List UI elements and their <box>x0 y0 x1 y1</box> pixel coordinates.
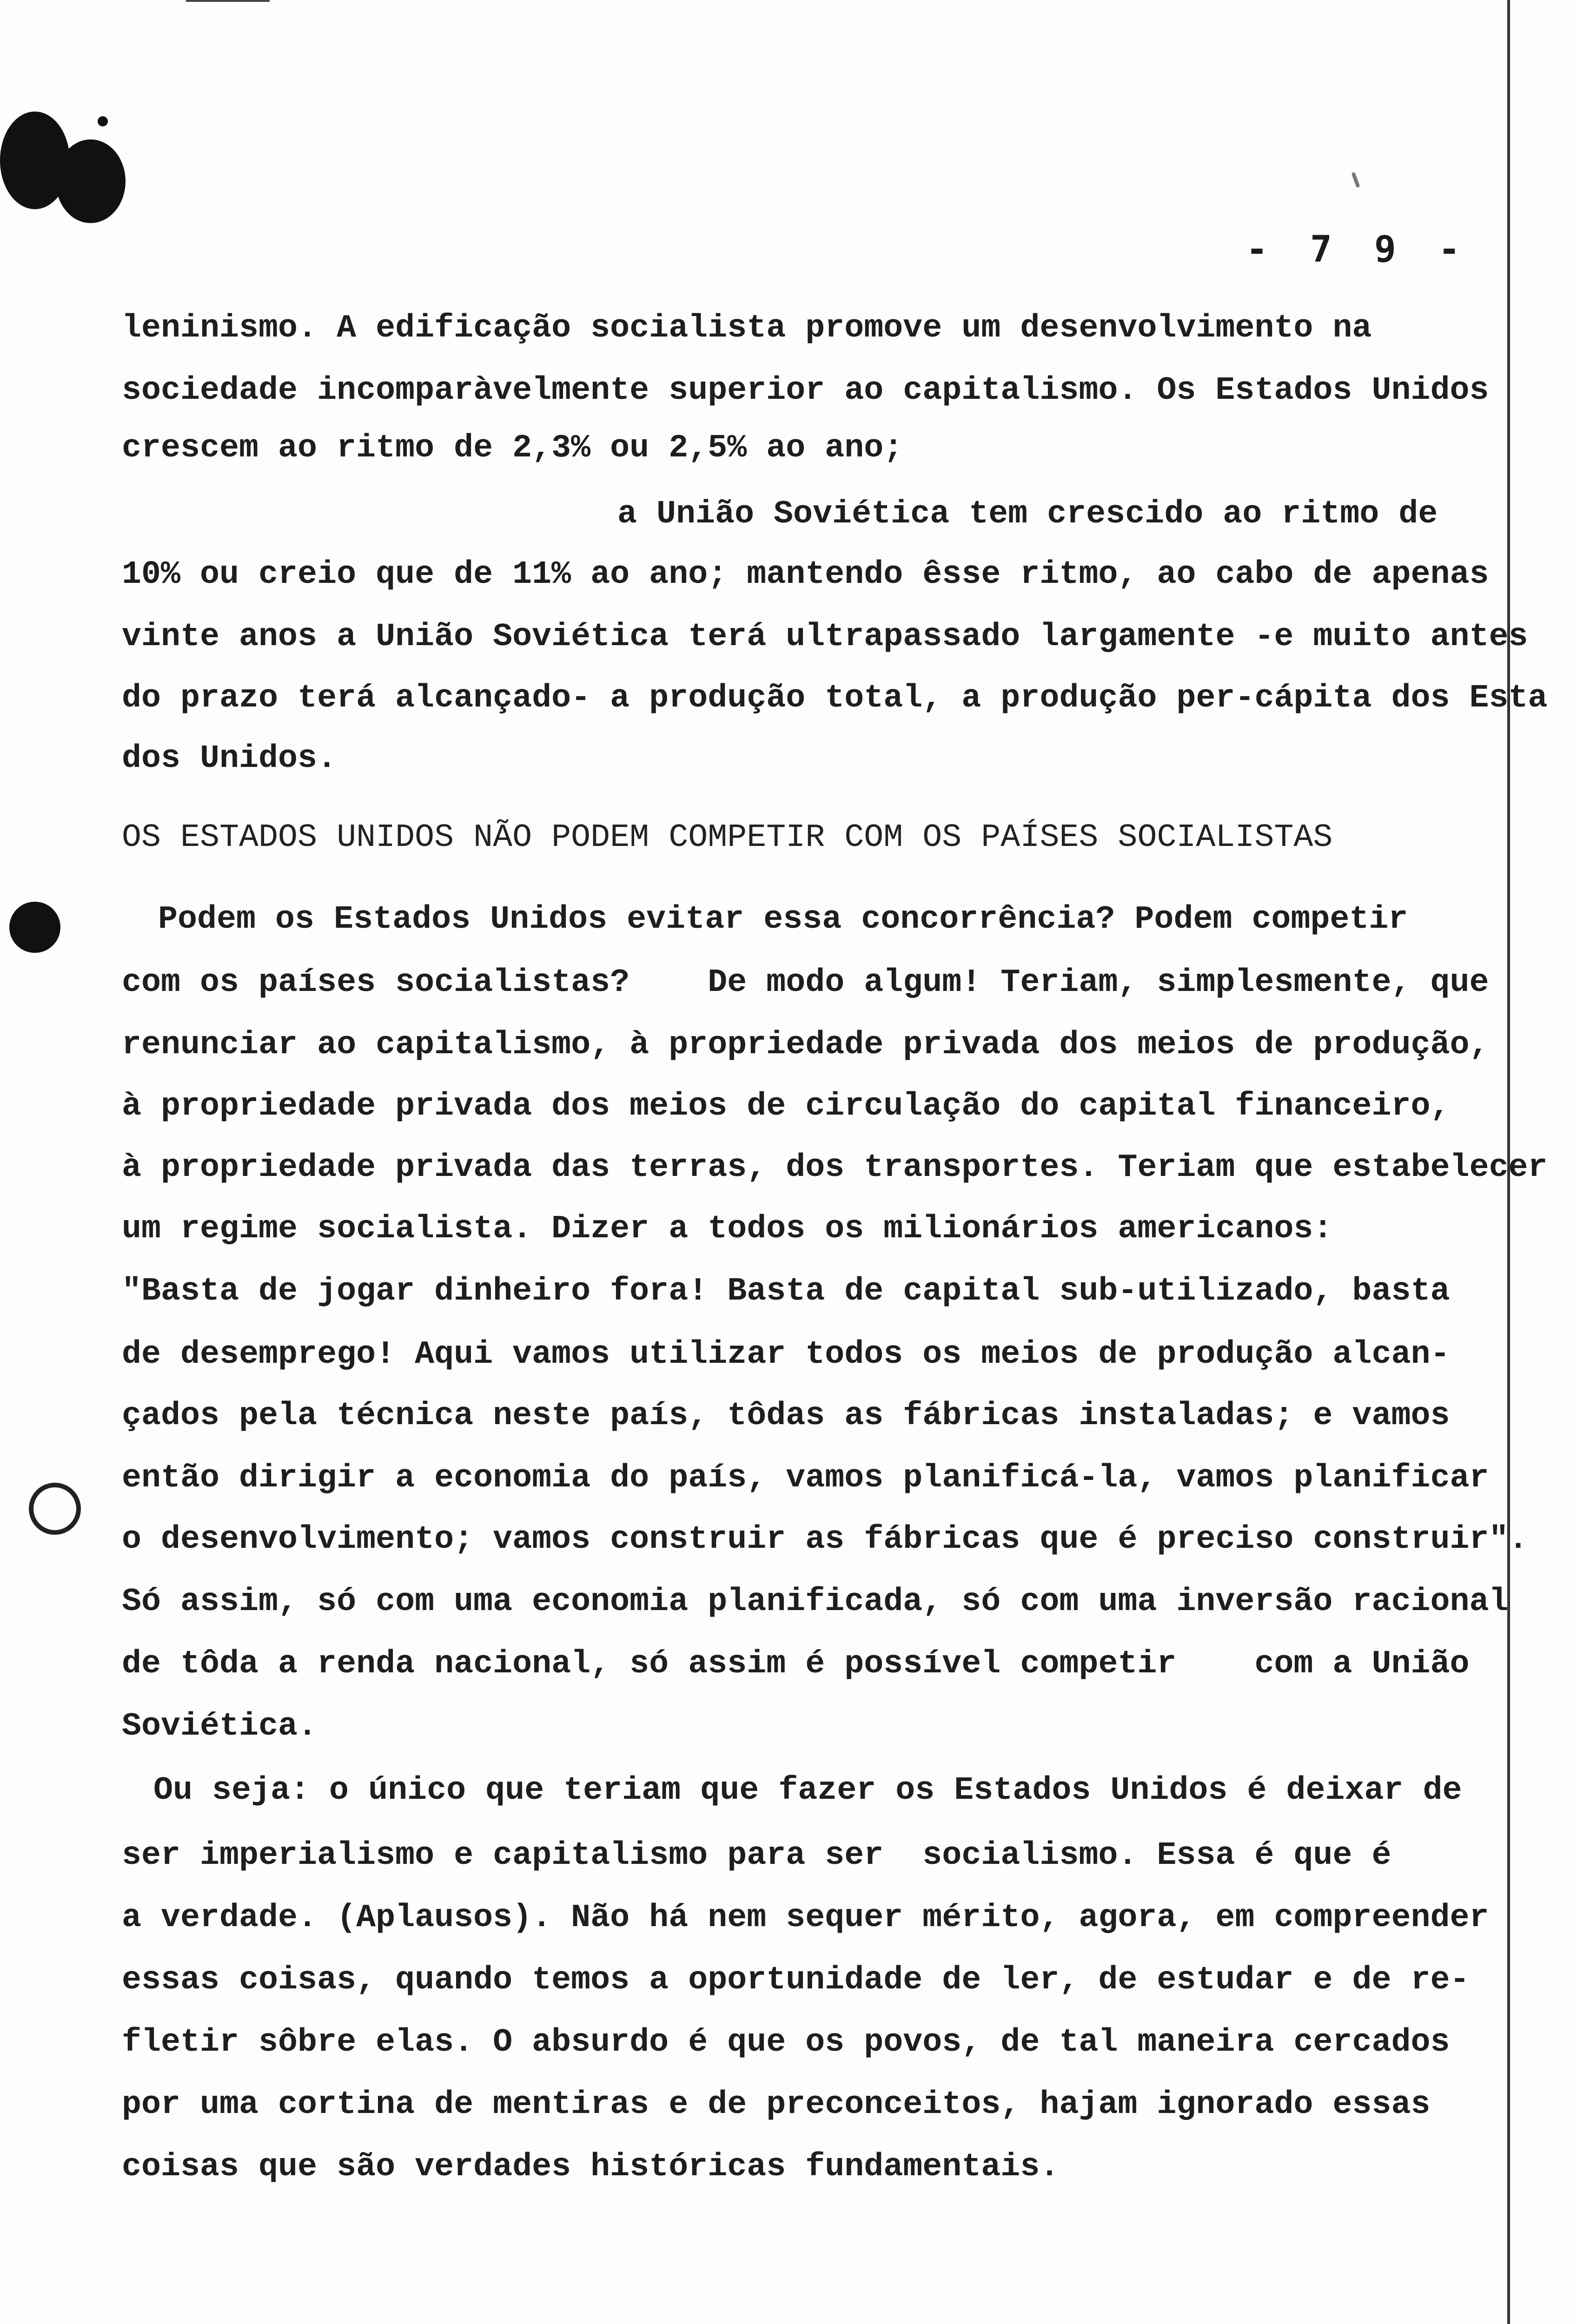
margin-mark <box>1351 172 1360 188</box>
text-line: coisas que são verdades históricas fundamentais. <box>122 2149 1060 2185</box>
text-line: vinte anos a União Soviética terá ultrapassado largamente -e muito antes <box>122 619 1528 655</box>
text-line: crescem ao ritmo de 2,3% ou 2,5% ao ano; <box>122 430 903 467</box>
text-line: 10% ou creio que de 11% ao ano; mantendo êsse ritmo, ao cabo de apenas <box>122 556 1489 593</box>
punch-ring-lower <box>29 1483 81 1535</box>
text-line: então dirigir a economia do país, vamos planificá-la, vamos planificar <box>122 1460 1489 1497</box>
text-line: Podem os Estados Unidos evitar essa concorrência? Podem competir <box>158 901 1408 938</box>
text-line: fletir sôbre elas. O absurdo é que os povos, de tal maneira cercados <box>122 2024 1450 2061</box>
text-line: essas coisas, quando temos a oportunidade de ler, de estudar e de re- <box>122 1962 1470 1999</box>
page-number: - 7 9 - <box>1246 229 1471 271</box>
text-line: Ou seja: o único que teriam que fazer os Estados Unidos é deixar de <box>153 1772 1462 1809</box>
text-line: à propriedade privada das terras, dos transportes. Teriam que estabelecer <box>122 1149 1548 1186</box>
text-line: de desemprego! Aqui vamos utilizar todos os meios de produção alcan- <box>122 1336 1450 1373</box>
text-line: çados pela técnica neste país, tôdas as fábricas instaladas; e vamos <box>122 1398 1450 1434</box>
text-line: ser imperialismo e capitalismo para ser socialismo. Essa é que é <box>122 1837 1391 1874</box>
text-line: Só assim, só com uma economia planificada, só com uma inversão racional <box>122 1584 1509 1620</box>
text-line: dos Unidos. <box>122 740 337 777</box>
text-line: a verdade. (Aplausos). Não há nem sequer mérito, agora, em compreender <box>122 1900 1489 1936</box>
text-line: por uma cortina de mentiras e de preconceitos, hajam ignorado essas <box>122 2086 1431 2123</box>
text-line: de tôda a renda nacional, só assim é possível competir com a União <box>122 1646 1470 1683</box>
punch-hole-middle <box>9 902 60 953</box>
text-line: o desenvolvimento; vamos construir as fábricas que é preciso construir". <box>122 1521 1528 1558</box>
text-line: à propriedade privada dos meios de circulação do capital financeiro, <box>122 1088 1450 1125</box>
section-heading: OS ESTADOS UNIDOS NÃO PODEM COMPETIR COM OS PAÍSES SOCIALISTAS <box>122 819 1333 856</box>
text-line: um regime socialista. Dizer a todos os milionários americanos: <box>122 1211 1333 1248</box>
punch-hole-top-inner <box>56 139 126 223</box>
punch-dot <box>98 116 108 126</box>
text-line: renunciar ao capitalismo, à propriedade privada dos meios de produção, <box>122 1027 1489 1063</box>
text-line: com os países socialistas? De modo algum! Teriam, simplesmente, que <box>122 964 1489 1001</box>
text-line: sociedade incomparàvelmente superior ao capitalismo. Os Estados Unidos <box>122 372 1489 409</box>
top-scan-rule <box>186 0 270 2</box>
text-line: a União Soviética tem crescido ao ritmo de <box>617 496 1438 533</box>
text-line: "Basta de jogar dinheiro fora! Basta de capital sub-utilizado, basta <box>122 1273 1450 1310</box>
text-line: do prazo terá alcançado- a produção total, a produção per-cápita dos Esta <box>122 680 1548 717</box>
text-line: leninismo. A edificação socialista promove um desenvolvimento na <box>122 310 1372 347</box>
text-line: Soviética. <box>122 1708 318 1745</box>
